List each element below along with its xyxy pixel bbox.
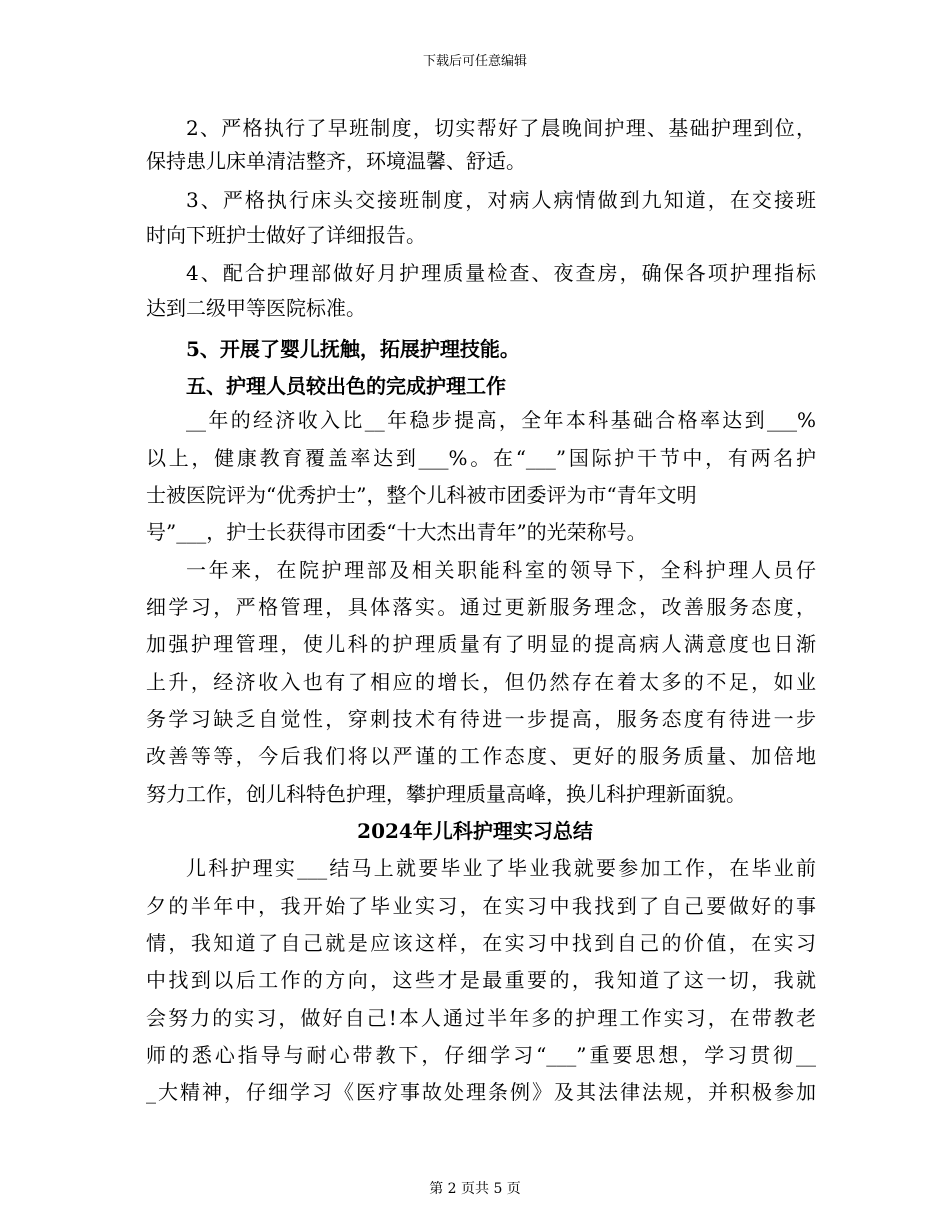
section-item-5: 5、开展了婴儿抚触，拓展护理技能。 [186, 337, 520, 361]
paragraph-line: 中找到以后工作的方向，这些才是最重要的，我知道了这一切，我就 [146, 968, 816, 992]
paragraph-line: 4、配合护理部做好月护理质量检查、夜查房，确保各项护理指标 [186, 261, 816, 285]
paragraph-line: 加强护理管理，使儿科的护理质量有了明显的提高病人满意度也日渐 [146, 632, 816, 656]
paragraph-line: 儿科护理实___结马上就要毕业了毕业我就要参加工作，在毕业前 [186, 856, 816, 880]
paragraph-line: 务学习缺乏自觉性，穿刺技术有待进一步提高，服务态度有待进一步 [146, 707, 816, 731]
paragraph-line: 夕的半年中，我开始了毕业实习，在实习中我找到了自己要做好的事 [146, 894, 816, 918]
paragraph-line: 一年来，在院护理部及相关职能科室的领导下，全科护理人员仔 [186, 558, 816, 582]
paragraph-line: 改善等等，今后我们将以严谨的工作态度、更好的服务质量、加倍地 [146, 744, 816, 768]
page-footer: 第 2 页共 5 页 [429, 1181, 521, 1197]
paragraph-line: 细学习，严格管理，具体落实。通过更新服务理念，改善服务态度， [146, 595, 816, 619]
paragraph-line: 士被医院评为“优秀护士”，整个儿科被市团委评为市“青年文明 [146, 483, 697, 507]
page-header: 下载后可任意编辑 [422, 54, 527, 69]
section-heading-five: 五、护理人员较出色的完成护理工作 [186, 374, 506, 398]
paragraph-line: 号”___，护士长获得市团委“十大杰出青年”的光荣称号。 [146, 520, 647, 544]
paragraph-line: 以上，健康教育覆盖率达到___%。在“___”国际护干节中，有两名护 [146, 446, 816, 470]
paragraph-line: 师的悉心指导与耐心带教下，仔细学习“___”重要思想，学习贯彻__ [146, 1043, 816, 1067]
paragraph-line: 情，我知道了自己就是应该这样，在实习中找到自己的价值，在实习 [146, 931, 816, 955]
paragraph-line: 3、严格执行床头交接班制度，对病人病情做到九知道，在交接班 [186, 188, 816, 212]
paragraph-line: 2、严格执行了早班制度，切实帮好了晨晚间护理、基础护理到位， [186, 116, 816, 140]
paragraph-line: 达到二级甲等医院标准。 [146, 296, 366, 320]
paragraph-line: 上升，经济收入也有了相应的增长，但仍然存在着太多的不足，如业 [146, 670, 816, 694]
paragraph-line: 保持患儿床单清洁整齐，环境温馨、舒适。 [146, 149, 526, 173]
paragraph-line: 时向下班护士做好了详细报告。 [146, 223, 426, 247]
document-title: 2024年儿科护理实习总结 [357, 819, 593, 843]
paragraph-line: _大精神，仔细学习《医疗事故处理条例》及其法律法规，并积极参加 [146, 1080, 816, 1104]
paragraph-line: 努力工作，创儿科特色护理，攀护理质量高峰，换儿科护理新面貌。 [146, 782, 746, 806]
paragraph-line: 会努力的实习，做好自己!本人通过半年多的护理工作实习，在带教老 [146, 1006, 816, 1030]
paragraph-line: __年的经济收入比__年稳步提高，全年本科基础合格率达到___% [186, 408, 816, 432]
